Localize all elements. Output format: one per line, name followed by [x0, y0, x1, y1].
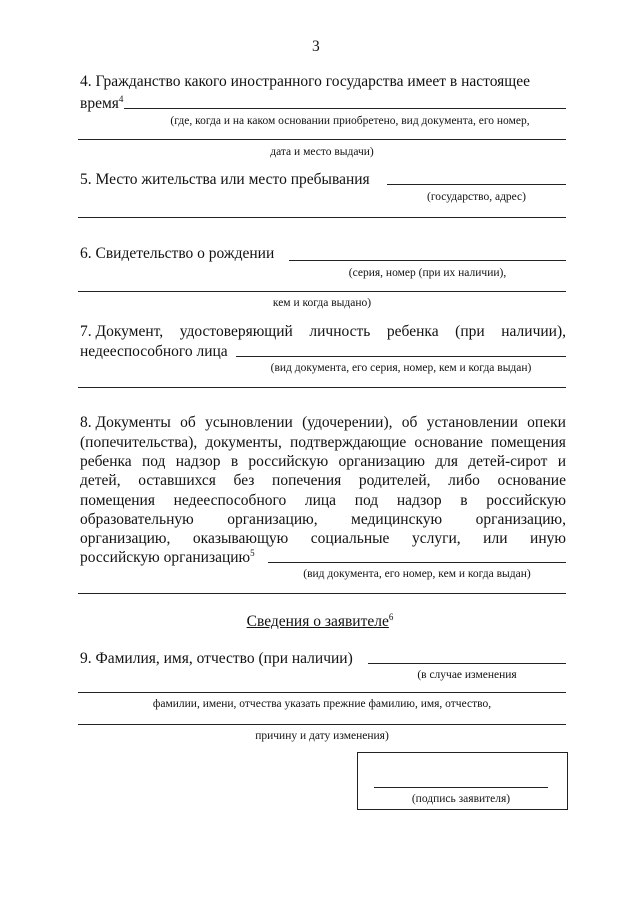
item8-row	[80, 491, 566, 510]
item8-row	[80, 413, 566, 432]
item5-label: 5. Место жительства или место пребывания	[80, 171, 370, 188]
item6-hint2: кем и когда выдано)	[272, 297, 372, 309]
item8-word: организацию,	[475, 511, 566, 528]
signature-field-line[interactable]	[374, 787, 548, 788]
footnote-ref: 4	[118, 94, 124, 104]
item8-word: помещения	[80, 492, 155, 509]
item7-field-line2[interactable]	[78, 387, 566, 388]
item8-word: недееспособного	[173, 492, 287, 509]
item9-field-line1[interactable]	[368, 663, 566, 664]
item8-row	[80, 433, 566, 452]
item8-word: основание	[414, 434, 483, 451]
item8-word: для	[435, 453, 459, 470]
item9-hint3: причину и дату изменения)	[255, 730, 389, 742]
footnote-ref: 5	[250, 548, 255, 558]
item7-word: удостоверяющий	[179, 323, 293, 340]
item4-hint2: дата и место выдачи)	[270, 146, 374, 158]
item5-hint: (государство, адрес)	[427, 191, 526, 203]
item8-word: попечения	[272, 472, 342, 489]
item7-word: ребенка	[386, 323, 439, 340]
item4-hint1: (где, когда и на каком основании приобретено, вид документа, его номер,	[170, 115, 530, 127]
item8-word: детей-сирот	[468, 453, 548, 470]
item8-field-line2[interactable]	[78, 593, 566, 594]
item8-row	[80, 529, 566, 548]
item7-hint: (вид документа, его серия, номер, кем и когда выдан)	[270, 362, 532, 374]
item8-word: усыновлении	[205, 414, 293, 431]
item8-word: (удочерении),	[302, 414, 393, 431]
item8-word: под	[141, 453, 166, 470]
item8-last-line	[80, 548, 255, 567]
item8-word: опеки	[527, 414, 566, 431]
item8-word: ребенка	[80, 453, 132, 470]
item8-word: под	[354, 492, 379, 509]
item8-word: подтверждающие	[289, 434, 407, 451]
item8-word: документы,	[205, 434, 282, 451]
item5-field-line2[interactable]	[78, 217, 566, 218]
item8-row	[80, 510, 566, 529]
item8-word: надзор	[396, 492, 442, 509]
item8-word: или	[483, 530, 508, 547]
item8-row	[80, 471, 566, 490]
item8-word: либо	[448, 472, 480, 489]
item7-field-line1[interactable]	[236, 356, 566, 357]
item6-label: 6. Свидетельство о рождении	[80, 245, 275, 262]
item7-word: личность	[309, 323, 371, 340]
footnote-ref: 6	[388, 612, 394, 622]
item6-hint1: (серия, номер (при их наличии),	[348, 267, 507, 279]
item8-word: и	[557, 453, 566, 470]
item7-line1	[80, 322, 566, 341]
item9-label: 9. Фамилия, имя, отчество (при наличии)	[80, 650, 353, 667]
item8-word: 8. Документы	[80, 414, 171, 431]
item7-word: 7. Документ,	[80, 323, 164, 340]
item8-word: основание	[497, 472, 566, 489]
item5-field-line1[interactable]	[387, 184, 566, 185]
item4-line1: 4. Гражданство какого иностранного государства имеет в настоящее	[80, 73, 530, 90]
page-number: 3	[312, 38, 320, 55]
item8-field-line1[interactable]	[268, 562, 566, 563]
item8-word: в	[460, 492, 468, 509]
item8-word: об	[401, 414, 418, 431]
item6-field-line1[interactable]	[289, 260, 566, 261]
item8-word: детей,	[80, 472, 121, 489]
item4-field-line1[interactable]	[124, 108, 566, 109]
item8-word: помещения	[490, 434, 566, 451]
item4-field-line2[interactable]	[78, 139, 566, 140]
item8-word: установлении	[426, 414, 518, 431]
item8-word: российскую	[486, 492, 566, 509]
item6-field-line2[interactable]	[78, 291, 566, 292]
item7-line2: недееспособного лица	[80, 343, 228, 360]
item8-word: организацию,	[227, 511, 318, 528]
item8-word: в	[230, 453, 239, 470]
item8-word: образовательную	[80, 511, 194, 528]
item8-word: оставшихся	[138, 472, 216, 489]
signature-hint: (подпись заявителя)	[411, 793, 511, 805]
item9-hint1: (в случае изменения	[417, 669, 517, 681]
item9-field-line2[interactable]	[78, 692, 566, 693]
item8-hint: (вид документа, его номер, кем и когда выдан)	[303, 568, 531, 580]
item8-label: российскую организацию	[80, 549, 251, 566]
applicant-heading-text: Сведения о заявителе	[246, 613, 389, 630]
item8-word: надзор	[175, 453, 221, 470]
item8-word: организацию,	[80, 530, 171, 547]
applicant-heading	[0, 612, 640, 631]
item4-label: время	[80, 95, 119, 112]
item8-word: оказывающую	[192, 530, 289, 547]
item4-line2	[80, 94, 123, 113]
item8-word: иную	[530, 530, 566, 547]
item8-word: услуги,	[411, 530, 461, 547]
item8-word: российскую	[248, 453, 329, 470]
item9-field-line3[interactable]	[78, 724, 566, 725]
item8-word: социальные	[310, 530, 390, 547]
item8-row	[80, 452, 566, 471]
item8-word: (попечительства),	[80, 434, 198, 451]
item7-word: (при	[455, 323, 485, 340]
item7-word: наличии),	[501, 323, 566, 340]
item8-word: медицинскую	[351, 511, 443, 528]
item8-word: без	[233, 472, 255, 489]
item8-word: организацию	[338, 453, 425, 470]
item8-word: родителей,	[358, 472, 431, 489]
item8-word: об	[180, 414, 196, 431]
item8-word: лица	[304, 492, 337, 509]
item9-hint2: фамилии, имени, отчества указать прежние фамилию, имя, отчество,	[152, 698, 492, 710]
